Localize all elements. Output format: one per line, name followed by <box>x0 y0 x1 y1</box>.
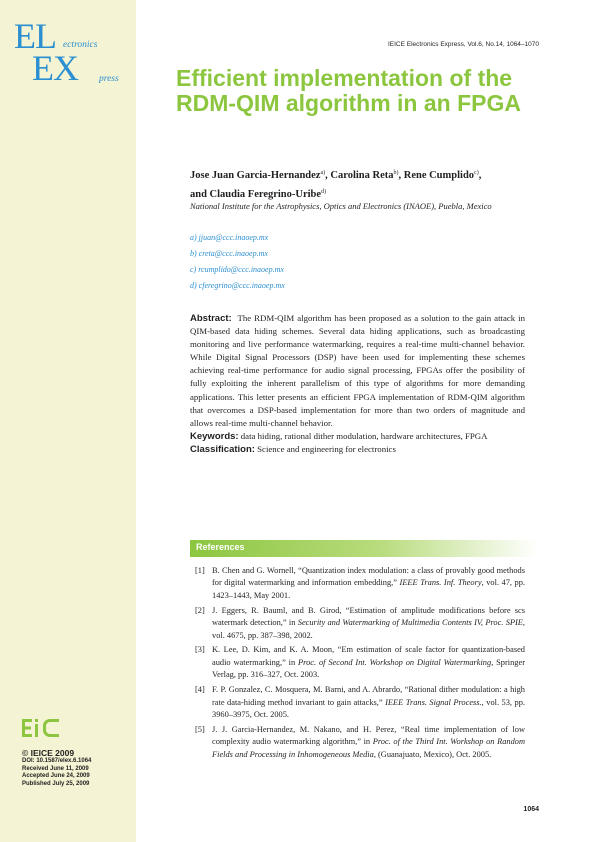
classification-paragraph <box>190 443 525 456</box>
logo-ex: EX <box>32 48 78 88</box>
keywords-label: Keywords: <box>190 430 239 442</box>
reference-item: [5] J. J. Garcia-Hernandez, M. Nakano, and H. Perez, “Real time implementation of low complexity audio watermarking algorithm,” in Proc. of the Third Int. Workshop on Random Fields and Processing in Inhomogeneous Media, (Guanajuato, Mexico), Oct. 2005. <box>195 724 525 759</box>
logo-press: press <box>99 74 119 84</box>
abstract-section <box>190 312 525 456</box>
email-link[interactable]: b) creta@ccc.inaoep.mx <box>190 249 268 258</box>
author-4: and Claudia Feregrino-Uribe$^{d)}$ <box>190 189 327 200</box>
author-3: Rene Cumplido$^{c)}$, <box>403 170 482 181</box>
paper-title: Efficient implementation of the RDM-QIM algorithm in an FPGA <box>176 65 521 116</box>
doi: DOI: 10.1587/elex.6.1064 <box>22 758 92 764</box>
reference-item: [1] B. Chen and G. Wornell, “Quantization index modulation: a class of provably good methods for digital watermarking and information embedding,” IEEE Trans. Inf. Theory, vol. 47, pp. 1423–1443, May 2001. <box>195 566 525 600</box>
author-2: Carolina Reta$^{b)}$, <box>330 170 404 181</box>
elex-logo <box>14 18 134 88</box>
abstract-paragraph <box>190 312 525 430</box>
email-list <box>190 230 530 294</box>
page-number: 1064 <box>523 806 539 813</box>
logo-el: EL <box>14 16 56 56</box>
classification-label: Classification: <box>190 443 255 455</box>
copyright: © IEICE 2009 <box>22 748 75 758</box>
abstract-text: The RDM-QIM algorithm has been proposed as a solution to the gain attack in QIM-based data hiding schemes. Several data hiding applications, such as broadcasting monitoring and live performance watermarking, requires a real-time multi-channel behavior. While Digital Signal Processors (DSP) have been used for implementing these schemes achieving real-time performance for audio signal processing, FPGAs offer the posibility of fully exploiting the inherent parallelism of this type of algorithms for more demanding applications. This letter presents an efficient FPGA implementation of RDM-QIM algorithm that overcomes a DSP-based implementation for more than two orders of magnitude and allows real-time multi-channel behavior. <box>190 313 525 428</box>
reference-item: [4] F. P. Gonzalez, C. Mosquera, M. Barni, and A. Abrardo, “Rational dither modulation: a high rate data-hiding method invariant to gain attacks,” IEEE Trans. Signal Process., vol. 53, pp. 3960–3975, Oct. 2005. <box>195 685 525 719</box>
email-link[interactable]: d) cferegrino@ccc.inaoep.mx <box>190 281 285 290</box>
references-heading-bar <box>190 540 538 557</box>
author-1: Jose Juan Garcia-Hernandez$^{a)}$, <box>190 170 331 181</box>
side-band <box>0 0 136 842</box>
affiliation: National Institute for the Astrophysics, Optics and Electronics (INAOE), Puebla, Mexico <box>190 201 492 211</box>
abstract-label: Abstract: <box>190 313 232 324</box>
email-link[interactable]: a) jjuan@ccc.inaoep.mx <box>190 233 269 242</box>
received-date: Received June 11, 2009 <box>22 765 89 772</box>
reference-item: [2] J. Eggers, R. Bauml, and B. Girod, “Estimation of amplitude modifications before scs watermark detection,” in Security and Watermarking of Multimedia Contents IV, Proc. SPIE, vol. 4675, pp. 387–398, 2002. <box>195 605 525 640</box>
reference-list <box>195 565 525 764</box>
keywords-text: data hiding, rational dither modulation, hardware architectures, FPGA <box>240 430 488 441</box>
logo-electronics: ectronics <box>63 40 98 50</box>
accepted-date: Accepted June 24, 2009 <box>22 773 90 779</box>
keywords-paragraph <box>190 430 525 443</box>
published-date: Published July 25, 2009 <box>22 780 90 787</box>
reference-item: [3] K. Lee, D. Kim, and K. A. Moon, “Em estimation of scale factor for quantization-based audio watermarking,” in Proc. of Second Int. Workshop on Digital Watermarking, Springer Verlag, pp. 316–327, Oct. 2003. <box>195 645 525 680</box>
publication-info <box>22 748 91 788</box>
eic-logo-icon <box>22 717 60 739</box>
classification-text: Science and engineering for electronics <box>257 443 396 454</box>
email-link[interactable]: c) rcumplido@ccc.inaoep.mx <box>190 265 284 274</box>
references-heading: References <box>196 542 245 552</box>
journal-citation: IEICE Electronics Express, Vol.6, No.14, 1064–1070 <box>387 41 539 48</box>
